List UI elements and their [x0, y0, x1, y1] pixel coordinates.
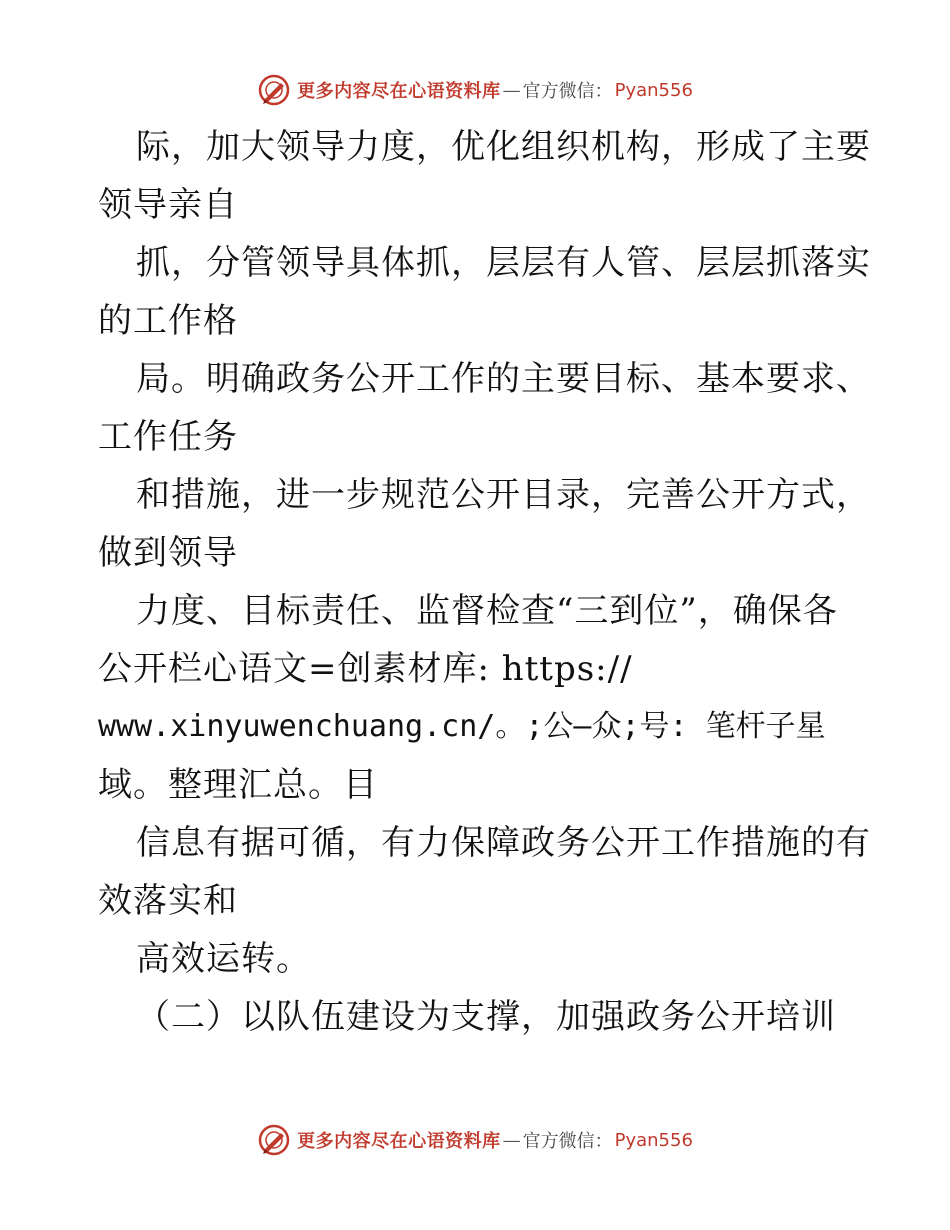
- body-line: 力度、目标责任、监督检查“三到位”，确保各: [136, 591, 838, 631]
- footer-site-name: 更多内容尽在心语资料库: [297, 1131, 501, 1152]
- section-heading: （二）以队伍建设为支撑，加强政务公开培训: [136, 997, 836, 1037]
- footer-wechat-id: Pyan556: [614, 1129, 693, 1151]
- body-line: 做到领导: [98, 533, 238, 573]
- footer-banner: [0, 1120, 950, 1160]
- body-line: 抓，分管领导具体抓，层层有人管、层层抓落实: [136, 243, 871, 283]
- footer-wechat-label: 官方微信：: [522, 1131, 613, 1152]
- body-line: 公开栏心语文=创素材库: https://: [98, 649, 633, 689]
- body-line: 工作任务: [98, 417, 238, 457]
- header-wechat-id: Pyan556: [614, 79, 693, 101]
- header-dash: —: [502, 79, 521, 101]
- body-line: 和措施，进一步规范公开目录，完善公开方式，: [136, 475, 871, 515]
- body-line: 际，加大领导力度，优化组织机构，形成了主要: [136, 127, 871, 167]
- pen-circle-logo-icon: [257, 1123, 291, 1157]
- body-line: 高效运转。: [136, 939, 311, 979]
- body-line: 领导亲自: [98, 185, 238, 225]
- body-line: 的工作格: [98, 301, 238, 341]
- body-line: 信息有据可循，有力保障政务公开工作措施的有: [136, 823, 871, 863]
- body-line-url: www.xinyuwenchuang.cn/。;公—众;号: 笔杆子星: [98, 709, 826, 744]
- body-line: 效落实和: [98, 881, 238, 921]
- header-banner: [0, 70, 950, 110]
- document-body: [98, 118, 871, 1046]
- footer-dash: —: [502, 1129, 521, 1151]
- pen-circle-logo-icon: [257, 73, 291, 107]
- header-wechat-label: 官方微信：: [522, 81, 613, 102]
- body-line: 局。明确政务公开工作的主要目标、基本要求、: [136, 359, 871, 399]
- header-site-name: 更多内容尽在心语资料库: [297, 81, 501, 102]
- body-line: 域。整理汇总。目: [98, 765, 378, 805]
